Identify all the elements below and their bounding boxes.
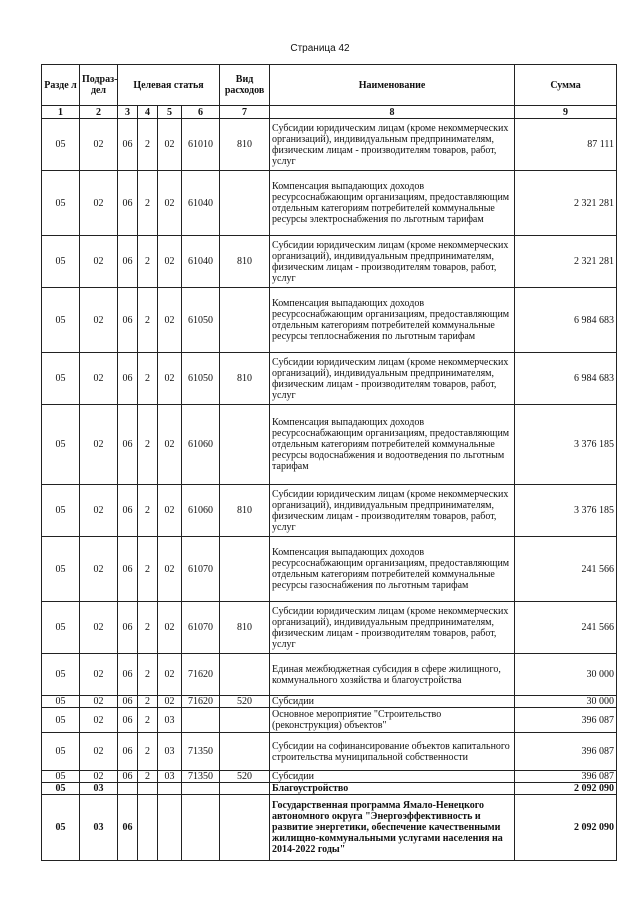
target-subprogram-cell: 2 (138, 696, 158, 708)
target-event-cell: 02 (158, 171, 182, 236)
page-number: Страница 42 (290, 43, 350, 54)
razdel-cell: 05 (42, 708, 80, 733)
name-cell: Компенсация выпадающих доходов ресурсоснабжающим организациям, предоставляющим отдельным категориям потребителей коммунальные ресурсы электроснабжения по льготным тарифам (270, 171, 515, 236)
razdel-cell: 05 (42, 353, 80, 405)
table-row (42, 783, 617, 795)
podrazdel-cell: 02 (80, 119, 118, 171)
target-event-cell: 02 (158, 405, 182, 485)
expense-type-cell (220, 537, 270, 602)
target-event-cell: 02 (158, 119, 182, 171)
sum-cell: 6 984 683 (515, 353, 617, 405)
col-number: 4 (138, 106, 158, 119)
target-event-cell: 02 (158, 236, 182, 288)
col-number: 3 (118, 106, 138, 119)
column-number-row (42, 106, 617, 119)
podrazdel-cell: 03 (80, 795, 118, 861)
col-number: 6 (182, 106, 220, 119)
target-subprogram-cell: 2 (138, 119, 158, 171)
header-target-article: Целевая статья (118, 65, 220, 106)
expense-type-cell: 810 (220, 236, 270, 288)
podrazdel-cell: 02 (80, 708, 118, 733)
sum-cell: 396 087 (515, 708, 617, 733)
table-row (42, 602, 617, 654)
target-program-cell: 06 (118, 708, 138, 733)
header-name: Наименование (270, 65, 515, 106)
target-program-cell: 06 (118, 654, 138, 696)
target-code-cell (182, 783, 220, 795)
podrazdel-cell: 02 (80, 288, 118, 353)
table-row (42, 236, 617, 288)
target-event-cell (158, 783, 182, 795)
name-cell: Субсидии (270, 771, 515, 783)
target-program-cell: 06 (118, 171, 138, 236)
table-row (42, 353, 617, 405)
table-row (42, 654, 617, 696)
target-subprogram-cell: 2 (138, 602, 158, 654)
expense-type-cell (220, 708, 270, 733)
target-subprogram-cell (138, 795, 158, 861)
name-cell: Компенсация выпадающих доходов ресурсоснабжающим организациям, предоставляющим отдельным категориям потребителей коммунальные ресурсы теплоснабжения по льготным тарифам (270, 288, 515, 353)
sum-cell: 2 092 090 (515, 795, 617, 861)
name-cell: Субсидии на софинансирование объектов капитального строительства муниципальной собственности (270, 733, 515, 771)
table-row (42, 708, 617, 733)
target-subprogram-cell: 2 (138, 405, 158, 485)
table-row (42, 288, 617, 353)
target-event-cell: 02 (158, 353, 182, 405)
header-expense-type: Вид расходов (220, 65, 270, 106)
podrazdel-cell: 02 (80, 236, 118, 288)
razdel-cell: 05 (42, 654, 80, 696)
table-row (42, 119, 617, 171)
target-code-cell: 61060 (182, 405, 220, 485)
target-subprogram-cell: 2 (138, 353, 158, 405)
target-subprogram-cell: 2 (138, 236, 158, 288)
podrazdel-cell: 02 (80, 696, 118, 708)
podrazdel-cell: 02 (80, 771, 118, 783)
expense-type-cell: 810 (220, 602, 270, 654)
name-cell: Основное мероприятие "Строительство (реконструкция) объектов" (270, 708, 515, 733)
sum-cell: 30 000 (515, 696, 617, 708)
razdel-cell: 05 (42, 119, 80, 171)
target-code-cell: 61040 (182, 236, 220, 288)
expense-type-cell: 520 (220, 696, 270, 708)
target-program-cell: 06 (118, 288, 138, 353)
razdel-cell: 05 (42, 171, 80, 236)
podrazdel-cell: 02 (80, 733, 118, 771)
razdel-cell: 05 (42, 795, 80, 861)
col-number: 7 (220, 106, 270, 119)
razdel-cell: 05 (42, 485, 80, 537)
name-cell: Субсидии юридическим лицам (кроме некоммерческих организаций), индивидуальным предпринимателям, физическим лицам - производителям товаров, работ, услуг (270, 353, 515, 405)
name-cell: Субсидии юридическим лицам (кроме некоммерческих организаций), индивидуальным предпринимателям, физическим лицам - производителям товаров, работ, услуг (270, 119, 515, 171)
target-event-cell: 02 (158, 602, 182, 654)
sum-cell: 87 111 (515, 119, 617, 171)
podrazdel-cell: 02 (80, 485, 118, 537)
target-event-cell: 03 (158, 733, 182, 771)
name-cell: Субсидии юридическим лицам (кроме некоммерческих организаций), индивидуальным предпринимателям, физическим лицам - производителям товаров, работ, услуг (270, 485, 515, 537)
target-code-cell: 61060 (182, 485, 220, 537)
table-row (42, 485, 617, 537)
col-number: 5 (158, 106, 182, 119)
target-code-cell: 71350 (182, 771, 220, 783)
sum-cell: 6 984 683 (515, 288, 617, 353)
sum-cell: 241 566 (515, 602, 617, 654)
target-subprogram-cell: 2 (138, 654, 158, 696)
target-code-cell (182, 795, 220, 861)
sum-cell: 30 000 (515, 654, 617, 696)
target-event-cell: 02 (158, 654, 182, 696)
sum-cell: 2 321 281 (515, 236, 617, 288)
target-code-cell: 71620 (182, 654, 220, 696)
target-program-cell: 06 (118, 602, 138, 654)
expense-type-cell: 520 (220, 771, 270, 783)
budget-table (41, 64, 617, 861)
name-cell: Субсидии юридическим лицам (кроме некоммерческих организаций), индивидуальным предпринимателям, физическим лицам - производителям товаров, работ, услуг (270, 602, 515, 654)
table-row (42, 733, 617, 771)
razdel-cell: 05 (42, 537, 80, 602)
target-event-cell: 02 (158, 537, 182, 602)
razdel-cell: 05 (42, 771, 80, 783)
name-cell: Единая межбюджетная субсидия в сфере жилищного, коммунального хозяйства и благоустройства (270, 654, 515, 696)
target-code-cell: 61050 (182, 353, 220, 405)
target-program-cell: 06 (118, 353, 138, 405)
target-code-cell: 61040 (182, 171, 220, 236)
sum-cell: 3 376 185 (515, 405, 617, 485)
name-cell: Благоустройство (270, 783, 515, 795)
target-event-cell: 02 (158, 696, 182, 708)
target-code-cell: 61010 (182, 119, 220, 171)
target-event-cell (158, 795, 182, 861)
table-row (42, 771, 617, 783)
razdel-cell: 05 (42, 236, 80, 288)
sum-cell: 396 087 (515, 733, 617, 771)
col-number: 2 (80, 106, 118, 119)
target-event-cell: 02 (158, 485, 182, 537)
target-program-cell: 06 (118, 236, 138, 288)
target-program-cell: 06 (118, 771, 138, 783)
target-subprogram-cell (138, 783, 158, 795)
sum-cell: 2 321 281 (515, 171, 617, 236)
expense-type-cell (220, 795, 270, 861)
expense-type-cell (220, 654, 270, 696)
podrazdel-cell: 02 (80, 654, 118, 696)
razdel-cell: 05 (42, 405, 80, 485)
header-row (42, 65, 617, 106)
target-program-cell (118, 783, 138, 795)
name-cell: Компенсация выпадающих доходов ресурсоснабжающим организациям, предоставляющим отдельным категориям потребителей коммунальные ресурсы водоснабжения и водоотведения по льготным тарифам (270, 405, 515, 485)
sum-cell: 241 566 (515, 537, 617, 602)
target-event-cell: 03 (158, 708, 182, 733)
razdel-cell: 05 (42, 288, 80, 353)
table-row (42, 795, 617, 861)
razdel-cell: 05 (42, 602, 80, 654)
expense-type-cell: 810 (220, 119, 270, 171)
podrazdel-cell: 02 (80, 171, 118, 236)
col-number: 9 (515, 106, 617, 119)
expense-type-cell (220, 783, 270, 795)
target-program-cell: 06 (118, 795, 138, 861)
expense-type-cell (220, 405, 270, 485)
name-cell: Государственная программа Ямало-Ненецкого автономного округа "Энергоэффективность и развитие энергетики, обеспечение качественными жилищно-коммунальными услугами населения на 2014-2022 годы" (270, 795, 515, 861)
target-subprogram-cell: 2 (138, 537, 158, 602)
name-cell: Субсидии (270, 696, 515, 708)
expense-type-cell (220, 733, 270, 771)
sum-cell: 396 087 (515, 771, 617, 783)
expense-type-cell: 810 (220, 353, 270, 405)
target-program-cell: 06 (118, 696, 138, 708)
header-podrazdel: Подраз- дел (80, 65, 118, 106)
table-row (42, 537, 617, 602)
razdel-cell: 05 (42, 696, 80, 708)
target-program-cell: 06 (118, 119, 138, 171)
target-code-cell: 61070 (182, 602, 220, 654)
podrazdel-cell: 02 (80, 405, 118, 485)
razdel-cell: 05 (42, 733, 80, 771)
target-program-cell: 06 (118, 405, 138, 485)
expense-type-cell (220, 171, 270, 236)
target-program-cell: 06 (118, 733, 138, 771)
target-subprogram-cell: 2 (138, 733, 158, 771)
razdel-cell: 05 (42, 783, 80, 795)
target-program-cell: 06 (118, 485, 138, 537)
col-number: 1 (42, 106, 80, 119)
table-row (42, 171, 617, 236)
podrazdel-cell: 02 (80, 353, 118, 405)
target-subprogram-cell: 2 (138, 171, 158, 236)
header-sum: Сумма (515, 65, 617, 106)
target-code-cell: 61070 (182, 537, 220, 602)
expense-type-cell: 810 (220, 485, 270, 537)
target-code-cell: 61050 (182, 288, 220, 353)
target-code-cell (182, 708, 220, 733)
expense-type-cell (220, 288, 270, 353)
name-cell: Компенсация выпадающих доходов ресурсоснабжающим организациям, предоставляющим отдельным категориям потребителей коммунальные ресурсы газоснабжения по льготным тарифам (270, 537, 515, 602)
podrazdel-cell: 02 (80, 602, 118, 654)
sum-cell: 2 092 090 (515, 783, 617, 795)
target-subprogram-cell: 2 (138, 708, 158, 733)
target-subprogram-cell: 2 (138, 288, 158, 353)
podrazdel-cell: 03 (80, 783, 118, 795)
target-code-cell: 71350 (182, 733, 220, 771)
target-code-cell: 71620 (182, 696, 220, 708)
table-row (42, 405, 617, 485)
target-event-cell: 03 (158, 771, 182, 783)
header-razdel: Разде л (42, 65, 80, 106)
target-event-cell: 02 (158, 288, 182, 353)
col-number: 8 (270, 106, 515, 119)
target-subprogram-cell: 2 (138, 771, 158, 783)
table-row (42, 696, 617, 708)
target-program-cell: 06 (118, 537, 138, 602)
name-cell: Субсидии юридическим лицам (кроме некоммерческих организаций), индивидуальным предпринимателям, физическим лицам - производителям товаров, работ, услуг (270, 236, 515, 288)
sum-cell: 3 376 185 (515, 485, 617, 537)
target-subprogram-cell: 2 (138, 485, 158, 537)
podrazdel-cell: 02 (80, 537, 118, 602)
